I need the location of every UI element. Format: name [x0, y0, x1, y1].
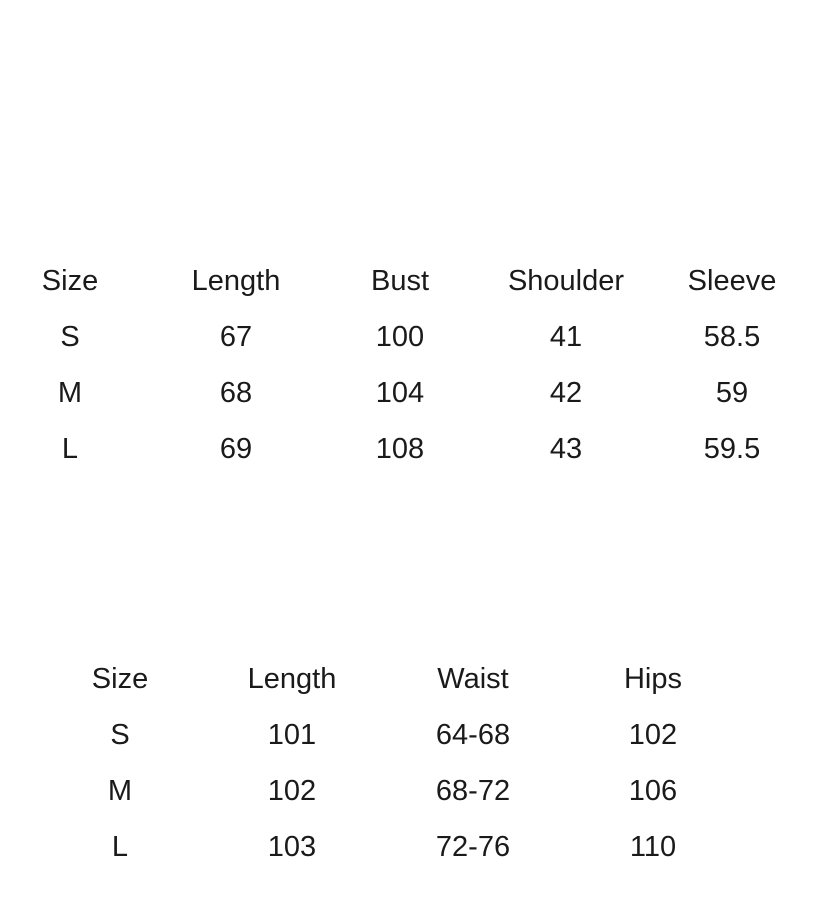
- table-cell: 108: [375, 432, 425, 465]
- column-header: Sleeve: [687, 264, 777, 297]
- table-cell: 100: [375, 320, 425, 353]
- column-header: Waist: [437, 662, 509, 695]
- column-header: Bust: [370, 264, 430, 297]
- bottom-garment-size-table: [30, 651, 734, 875]
- top-garment-size-table: [0, 253, 800, 477]
- size-label: L: [61, 432, 79, 465]
- size-label: L: [111, 830, 129, 863]
- size-label: S: [60, 320, 80, 353]
- size-label: M: [107, 774, 133, 807]
- table-cell: 110: [629, 830, 677, 863]
- table-cell: 101: [267, 718, 317, 751]
- table-cell: 41: [549, 320, 583, 353]
- column-header: Hips: [623, 662, 682, 695]
- table-cell: 59: [715, 376, 749, 409]
- column-header: Length: [247, 662, 337, 695]
- size-label: M: [57, 376, 83, 409]
- size-label: S: [110, 718, 130, 751]
- table-cell: 42: [549, 376, 583, 409]
- column-header: Size: [91, 662, 149, 695]
- table-cell: 59.5: [703, 432, 761, 465]
- table-cell: 64-68: [435, 718, 511, 751]
- table-cell: 72-76: [435, 830, 511, 863]
- column-header: Shoulder: [507, 264, 625, 297]
- table-cell: 43: [549, 432, 583, 465]
- table-cell: 106: [628, 774, 678, 807]
- table-cell: 67: [219, 320, 253, 353]
- table-cell: 68: [219, 376, 253, 409]
- column-header: Size: [41, 264, 99, 297]
- table-cell: 104: [375, 376, 425, 409]
- table-cell: 102: [628, 718, 678, 751]
- table-cell: 58.5: [703, 320, 761, 353]
- table-cell: 68-72: [435, 774, 511, 807]
- table-cell: 69: [219, 432, 253, 465]
- table-cell: 103: [267, 830, 317, 863]
- column-header: Length: [191, 264, 281, 297]
- table-cell: 102: [267, 774, 317, 807]
